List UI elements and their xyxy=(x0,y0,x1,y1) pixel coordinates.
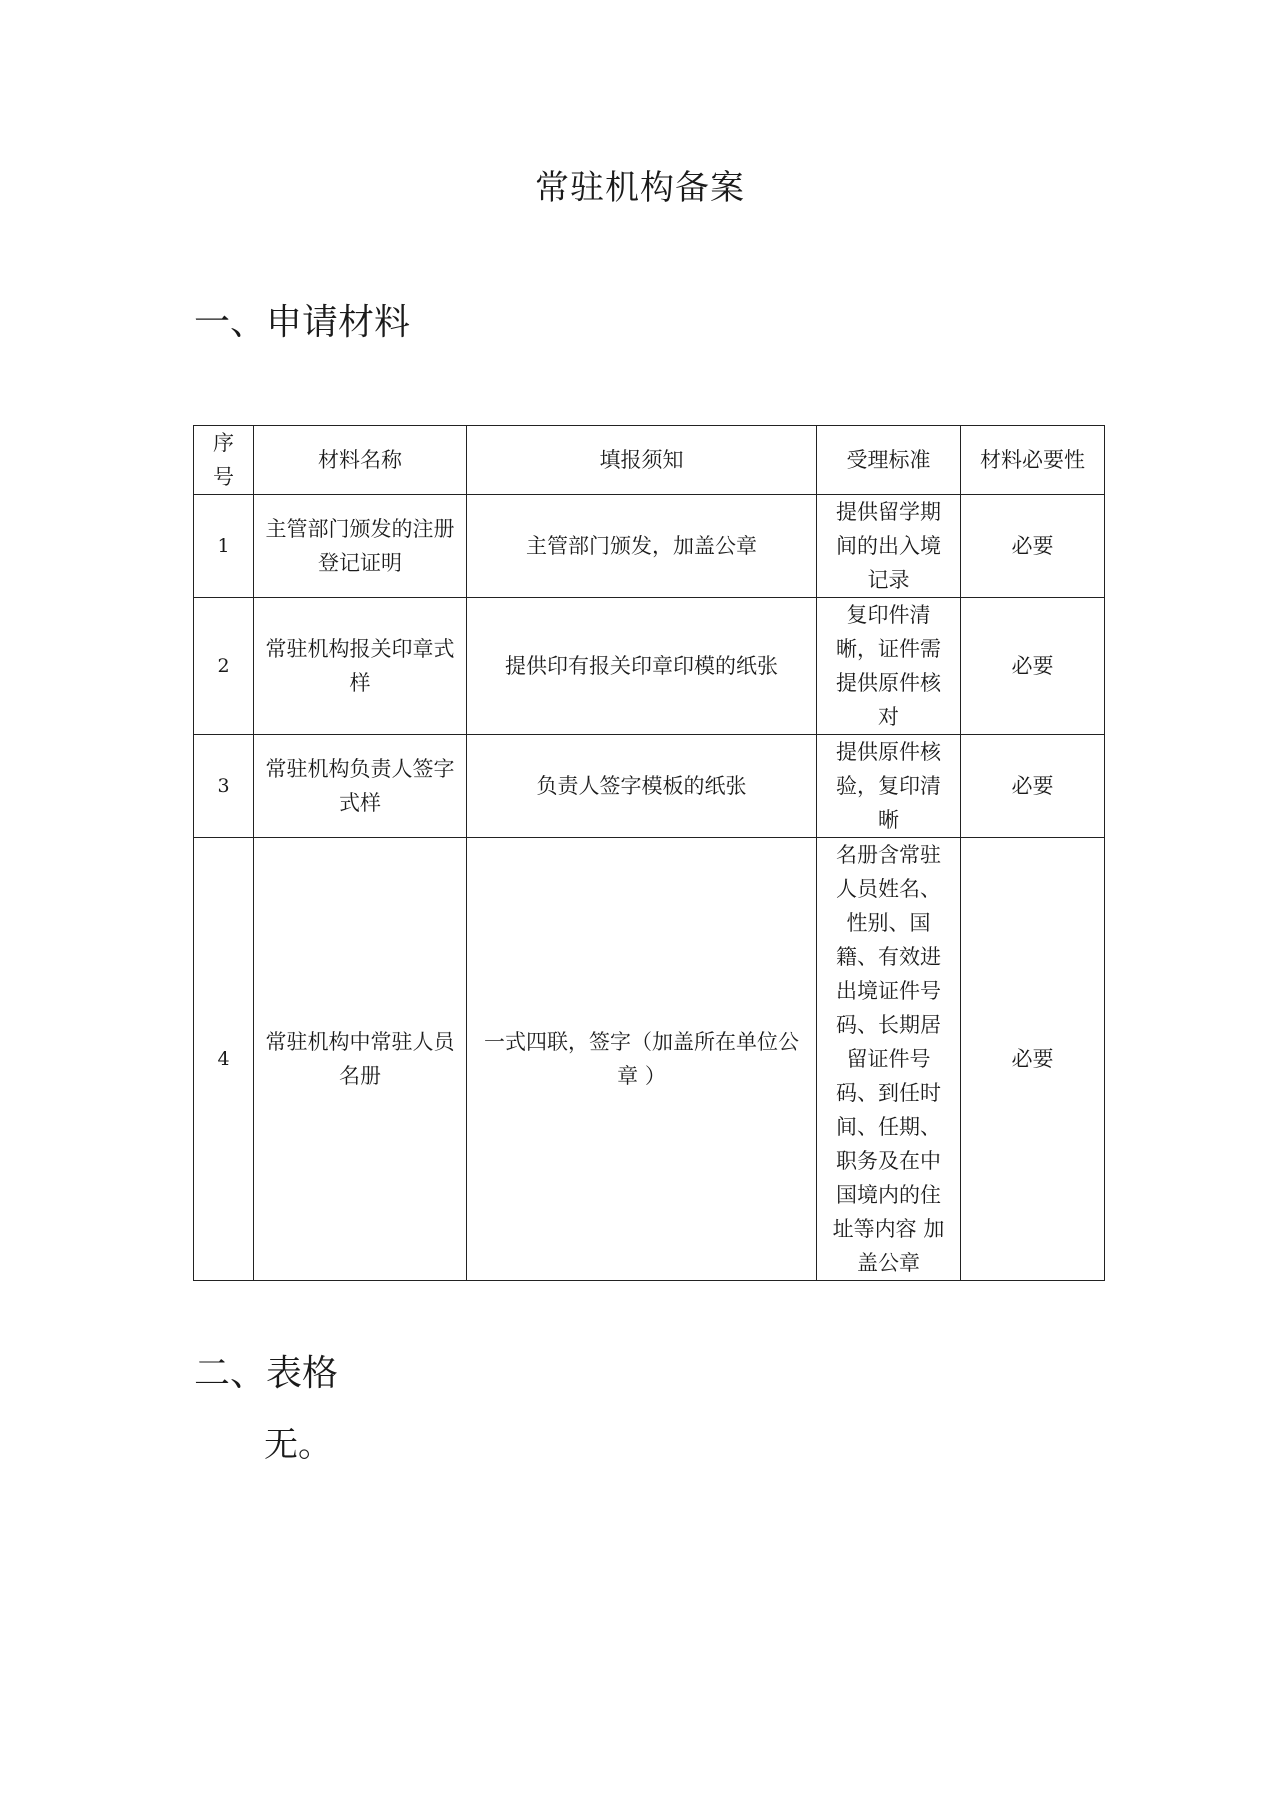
cell-acceptance-standard: 名册含常驻人员姓名、性别、国籍、有效进出境证件号码、长期居留证件号码、到任时间、任期、职务及在中国境内的住址等内容 加盖公章 xyxy=(817,838,961,1281)
cell-material-name: 主管部门颁发的注册登记证明 xyxy=(254,495,467,598)
cell-seq: 4 xyxy=(194,838,254,1281)
forms-body-text: 无。 xyxy=(264,1425,332,1465)
cell-necessity: 必要 xyxy=(961,735,1105,838)
header-material-name: 材料名称 xyxy=(254,426,467,495)
cell-acceptance-standard: 复印件清晰，证件需提供原件核对 xyxy=(817,598,961,735)
cell-filling-notes: 主管部门颁发，加盖公章 xyxy=(467,495,817,598)
cell-seq: 2 xyxy=(194,598,254,735)
materials-table xyxy=(193,425,1105,1281)
header-seq: 序号 xyxy=(194,426,254,495)
table-header-row xyxy=(194,426,1105,495)
cell-filling-notes: 负责人签字模板的纸张 xyxy=(467,735,817,838)
cell-acceptance-standard: 提供原件核验，复印清晰 xyxy=(817,735,961,838)
section-heading-materials: 一、申请材料 xyxy=(194,302,411,343)
cell-necessity: 必要 xyxy=(961,598,1105,735)
table-row xyxy=(194,838,1105,1281)
header-acceptance-standard: 受理标准 xyxy=(817,426,961,495)
cell-acceptance-standard: 提供留学期间的出入境记录 xyxy=(817,495,961,598)
cell-seq: 3 xyxy=(194,735,254,838)
cell-necessity: 必要 xyxy=(961,838,1105,1281)
table-row xyxy=(194,598,1105,735)
table-row xyxy=(194,735,1105,838)
header-filling-notes: 填报须知 xyxy=(467,426,817,495)
cell-filling-notes: 提供印有报关印章印模的纸张 xyxy=(467,598,817,735)
cell-seq: 1 xyxy=(194,495,254,598)
cell-material-name: 常驻机构中常驻人员名册 xyxy=(254,838,467,1281)
cell-necessity: 必要 xyxy=(961,495,1105,598)
cell-material-name: 常驻机构负责人签字式样 xyxy=(254,735,467,838)
cell-material-name: 常驻机构报关印章式样 xyxy=(254,598,467,735)
cell-filling-notes: 一式四联，签字（加盖所在单位公章 ） xyxy=(467,838,817,1281)
section-heading-forms: 二、表格 xyxy=(194,1353,339,1394)
header-necessity: 材料必要性 xyxy=(961,426,1105,495)
document-title: 常驻机构备案 xyxy=(535,168,745,208)
table-row xyxy=(194,495,1105,598)
